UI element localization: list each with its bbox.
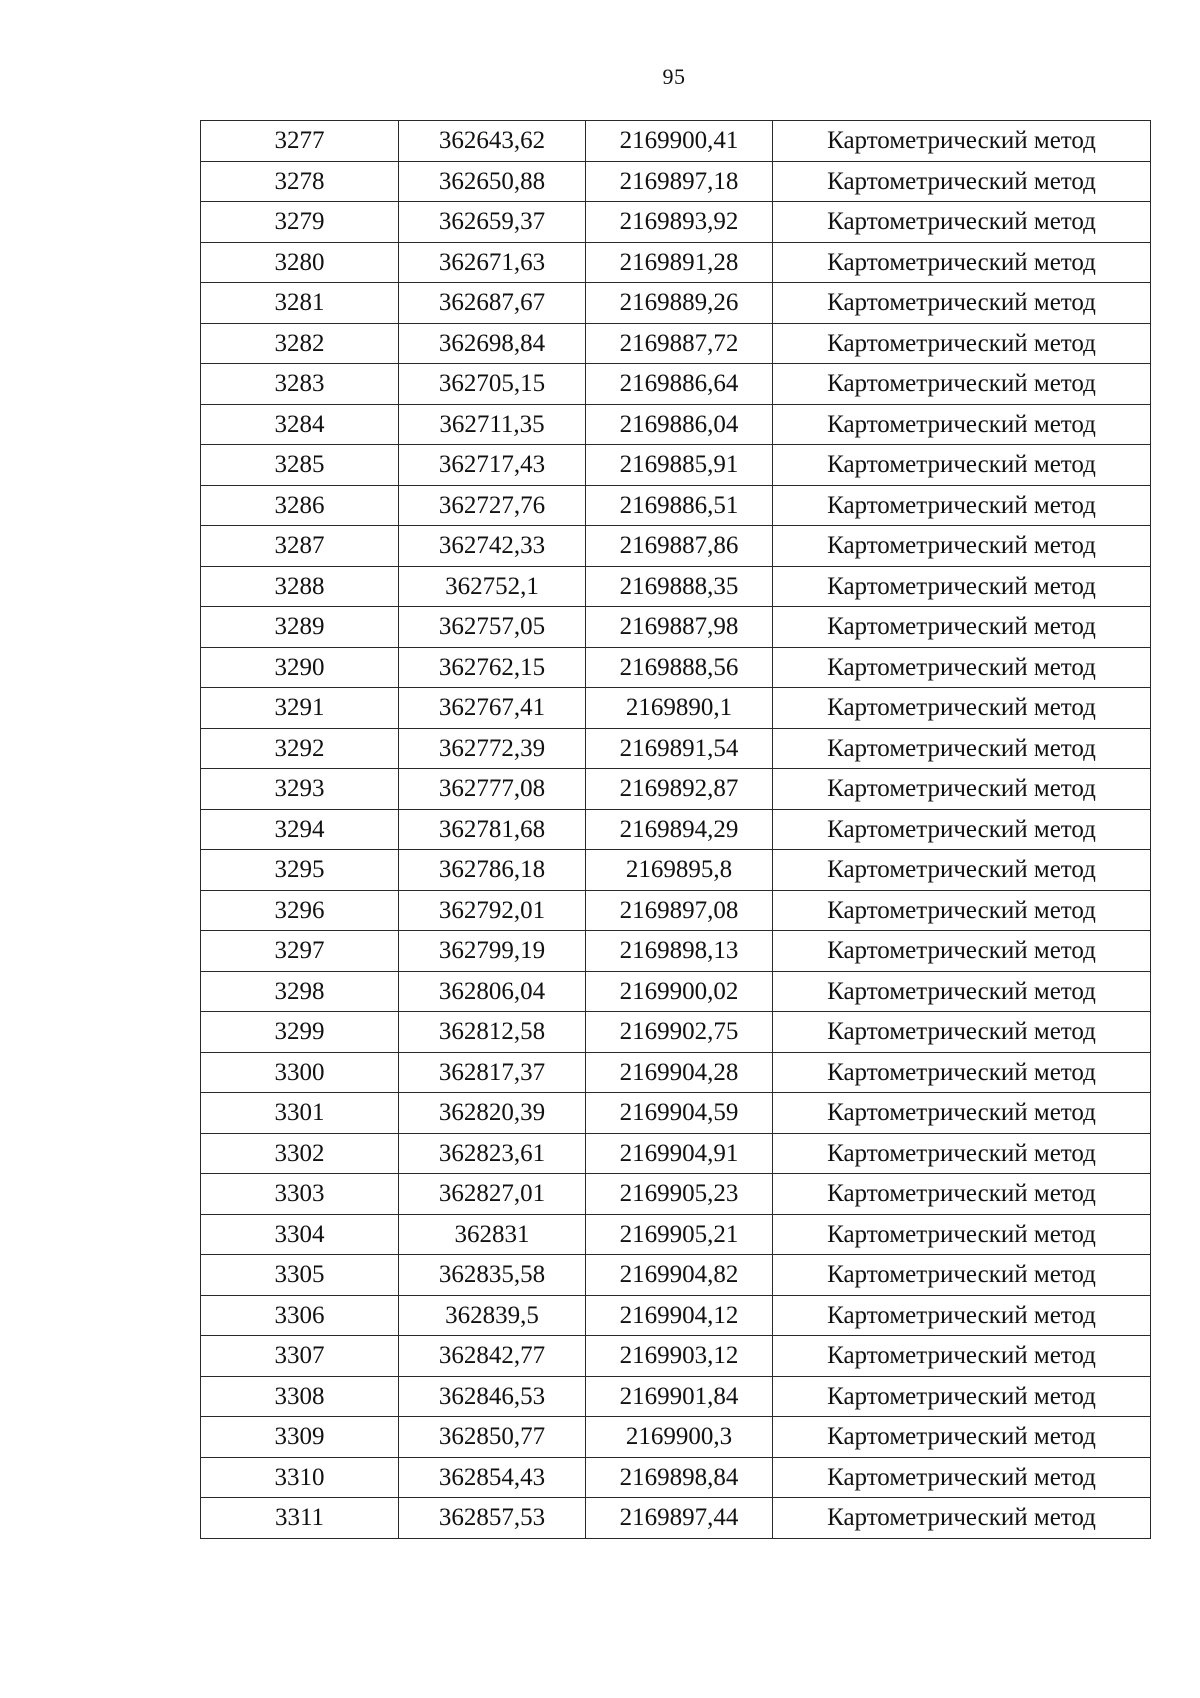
- x-coordinate-cell: 362705,15: [399, 364, 586, 405]
- point-number-cell: 3297: [201, 931, 399, 972]
- x-coordinate-cell: 362854,43: [399, 1457, 586, 1498]
- x-coordinate-cell: 362727,76: [399, 485, 586, 526]
- y-coordinate-cell: 2169905,21: [586, 1214, 773, 1255]
- y-coordinate-cell: 2169885,91: [586, 445, 773, 486]
- y-coordinate-cell: 2169904,28: [586, 1052, 773, 1093]
- table-row: [201, 1255, 1151, 1296]
- method-cell: Картометрический метод: [773, 1376, 1151, 1417]
- method-cell: Картометрический метод: [773, 647, 1151, 688]
- y-coordinate-cell: 2169900,3: [586, 1417, 773, 1458]
- y-coordinate-cell: 2169894,29: [586, 809, 773, 850]
- x-coordinate-cell: 362820,39: [399, 1093, 586, 1134]
- table-row: [201, 1174, 1151, 1215]
- y-coordinate-cell: 2169904,59: [586, 1093, 773, 1134]
- table-row: [201, 728, 1151, 769]
- x-coordinate-cell: 362698,84: [399, 323, 586, 364]
- table-row: [201, 202, 1151, 243]
- method-cell: Картометрический метод: [773, 1052, 1151, 1093]
- y-coordinate-cell: 2169886,04: [586, 404, 773, 445]
- y-coordinate-cell: 2169904,12: [586, 1295, 773, 1336]
- method-cell: Картометрический метод: [773, 404, 1151, 445]
- x-coordinate-cell: 362772,39: [399, 728, 586, 769]
- table-row: [201, 850, 1151, 891]
- point-number-cell: 3287: [201, 526, 399, 567]
- point-number-cell: 3311: [201, 1498, 399, 1539]
- method-cell: Картометрический метод: [773, 688, 1151, 729]
- point-number-cell: 3283: [201, 364, 399, 405]
- x-coordinate-cell: 362757,05: [399, 607, 586, 648]
- table-row: [201, 1214, 1151, 1255]
- y-coordinate-cell: 2169904,91: [586, 1133, 773, 1174]
- table-row: [201, 1498, 1151, 1539]
- x-coordinate-cell: 362817,37: [399, 1052, 586, 1093]
- table-row: [201, 769, 1151, 810]
- x-coordinate-cell: 362786,18: [399, 850, 586, 891]
- method-cell: Картометрический метод: [773, 485, 1151, 526]
- y-coordinate-cell: 2169887,72: [586, 323, 773, 364]
- point-number-cell: 3286: [201, 485, 399, 526]
- x-coordinate-cell: 362742,33: [399, 526, 586, 567]
- method-cell: Картометрический метод: [773, 242, 1151, 283]
- point-number-cell: 3280: [201, 242, 399, 283]
- y-coordinate-cell: 2169905,23: [586, 1174, 773, 1215]
- method-cell: Картометрический метод: [773, 283, 1151, 324]
- y-coordinate-cell: 2169898,13: [586, 931, 773, 972]
- point-number-cell: 3303: [201, 1174, 399, 1215]
- table-row: [201, 931, 1151, 972]
- method-cell: Картометрический метод: [773, 890, 1151, 931]
- y-coordinate-cell: 2169901,84: [586, 1376, 773, 1417]
- table-row: [201, 1012, 1151, 1053]
- method-cell: Картометрический метод: [773, 1093, 1151, 1134]
- x-coordinate-cell: 362831: [399, 1214, 586, 1255]
- y-coordinate-cell: 2169904,82: [586, 1255, 773, 1296]
- point-number-cell: 3306: [201, 1295, 399, 1336]
- table-row: [201, 971, 1151, 1012]
- point-number-cell: 3295: [201, 850, 399, 891]
- y-coordinate-cell: 2169900,41: [586, 121, 773, 162]
- point-number-cell: 3278: [201, 161, 399, 202]
- point-number-cell: 3310: [201, 1457, 399, 1498]
- point-number-cell: 3289: [201, 607, 399, 648]
- x-coordinate-cell: 362839,5: [399, 1295, 586, 1336]
- table-row: [201, 1417, 1151, 1458]
- x-coordinate-cell: 362767,41: [399, 688, 586, 729]
- table-row: [201, 364, 1151, 405]
- table-row: [201, 242, 1151, 283]
- method-cell: Картометрический метод: [773, 1214, 1151, 1255]
- method-cell: Картометрический метод: [773, 971, 1151, 1012]
- coordinates-table: [200, 120, 1151, 1539]
- y-coordinate-cell: 2169886,51: [586, 485, 773, 526]
- point-number-cell: 3298: [201, 971, 399, 1012]
- point-number-cell: 3309: [201, 1417, 399, 1458]
- table-row: [201, 566, 1151, 607]
- method-cell: Картометрический метод: [773, 566, 1151, 607]
- table-row: [201, 323, 1151, 364]
- x-coordinate-cell: 362752,1: [399, 566, 586, 607]
- x-coordinate-cell: 362671,63: [399, 242, 586, 283]
- table-row: [201, 1052, 1151, 1093]
- point-number-cell: 3301: [201, 1093, 399, 1134]
- method-cell: Картометрический метод: [773, 728, 1151, 769]
- method-cell: Картометрический метод: [773, 607, 1151, 648]
- table-row: [201, 404, 1151, 445]
- table-row: [201, 485, 1151, 526]
- point-number-cell: 3305: [201, 1255, 399, 1296]
- y-coordinate-cell: 2169890,1: [586, 688, 773, 729]
- table-row: [201, 1376, 1151, 1417]
- table-row: [201, 121, 1151, 162]
- y-coordinate-cell: 2169887,86: [586, 526, 773, 567]
- point-number-cell: 3300: [201, 1052, 399, 1093]
- method-cell: Картометрический метод: [773, 1012, 1151, 1053]
- y-coordinate-cell: 2169902,75: [586, 1012, 773, 1053]
- y-coordinate-cell: 2169895,8: [586, 850, 773, 891]
- method-cell: Картометрический метод: [773, 809, 1151, 850]
- method-cell: Картометрический метод: [773, 1457, 1151, 1498]
- table-row: [201, 526, 1151, 567]
- x-coordinate-cell: 362762,15: [399, 647, 586, 688]
- point-number-cell: 3282: [201, 323, 399, 364]
- method-cell: Картометрический метод: [773, 931, 1151, 972]
- point-number-cell: 3304: [201, 1214, 399, 1255]
- point-number-cell: 3277: [201, 121, 399, 162]
- x-coordinate-cell: 362659,37: [399, 202, 586, 243]
- table-row: [201, 809, 1151, 850]
- page-number: 95: [662, 64, 686, 89]
- x-coordinate-cell: 362812,58: [399, 1012, 586, 1053]
- x-coordinate-cell: 362857,53: [399, 1498, 586, 1539]
- method-cell: Картометрический метод: [773, 1255, 1151, 1296]
- point-number-cell: 3293: [201, 769, 399, 810]
- x-coordinate-cell: 362687,67: [399, 283, 586, 324]
- method-cell: Картометрический метод: [773, 445, 1151, 486]
- method-cell: Картометрический метод: [773, 323, 1151, 364]
- point-number-cell: 3302: [201, 1133, 399, 1174]
- x-coordinate-cell: 362781,68: [399, 809, 586, 850]
- table-row: [201, 1457, 1151, 1498]
- x-coordinate-cell: 362827,01: [399, 1174, 586, 1215]
- y-coordinate-cell: 2169897,08: [586, 890, 773, 931]
- y-coordinate-cell: 2169891,28: [586, 242, 773, 283]
- table-row: [201, 161, 1151, 202]
- y-coordinate-cell: 2169886,64: [586, 364, 773, 405]
- method-cell: Картометрический метод: [773, 769, 1151, 810]
- method-cell: Картометрический метод: [773, 1295, 1151, 1336]
- method-cell: Картометрический метод: [773, 1336, 1151, 1377]
- point-number-cell: 3294: [201, 809, 399, 850]
- x-coordinate-cell: 362850,77: [399, 1417, 586, 1458]
- point-number-cell: 3285: [201, 445, 399, 486]
- point-number-cell: 3308: [201, 1376, 399, 1417]
- y-coordinate-cell: 2169897,44: [586, 1498, 773, 1539]
- method-cell: Картометрический метод: [773, 850, 1151, 891]
- table-row: [201, 445, 1151, 486]
- table-row: [201, 1133, 1151, 1174]
- table-row: [201, 647, 1151, 688]
- y-coordinate-cell: 2169898,84: [586, 1457, 773, 1498]
- method-cell: Картометрический метод: [773, 202, 1151, 243]
- x-coordinate-cell: 362650,88: [399, 161, 586, 202]
- method-cell: Картометрический метод: [773, 1417, 1151, 1458]
- table-row: [201, 1093, 1151, 1134]
- point-number-cell: 3279: [201, 202, 399, 243]
- method-cell: Картометрический метод: [773, 121, 1151, 162]
- table-row: [201, 890, 1151, 931]
- y-coordinate-cell: 2169887,98: [586, 607, 773, 648]
- method-cell: Картометрический метод: [773, 364, 1151, 405]
- y-coordinate-cell: 2169893,92: [586, 202, 773, 243]
- x-coordinate-cell: 362792,01: [399, 890, 586, 931]
- point-number-cell: 3291: [201, 688, 399, 729]
- method-cell: Картометрический метод: [773, 161, 1151, 202]
- x-coordinate-cell: 362835,58: [399, 1255, 586, 1296]
- method-cell: Картометрический метод: [773, 526, 1151, 567]
- x-coordinate-cell: 362846,53: [399, 1376, 586, 1417]
- point-number-cell: 3296: [201, 890, 399, 931]
- x-coordinate-cell: 362799,19: [399, 931, 586, 972]
- point-number-cell: 3299: [201, 1012, 399, 1053]
- x-coordinate-cell: 362842,77: [399, 1336, 586, 1377]
- point-number-cell: 3292: [201, 728, 399, 769]
- method-cell: Картометрический метод: [773, 1174, 1151, 1215]
- point-number-cell: 3307: [201, 1336, 399, 1377]
- y-coordinate-cell: 2169888,35: [586, 566, 773, 607]
- coordinates-table-body: [201, 121, 1151, 1539]
- method-cell: Картометрический метод: [773, 1133, 1151, 1174]
- y-coordinate-cell: 2169892,87: [586, 769, 773, 810]
- y-coordinate-cell: 2169897,18: [586, 161, 773, 202]
- table-row: [201, 607, 1151, 648]
- table-row: [201, 688, 1151, 729]
- point-number-cell: 3281: [201, 283, 399, 324]
- point-number-cell: 3288: [201, 566, 399, 607]
- table-row: [201, 1295, 1151, 1336]
- method-cell: Картометрический метод: [773, 1498, 1151, 1539]
- x-coordinate-cell: 362777,08: [399, 769, 586, 810]
- table-row: [201, 1336, 1151, 1377]
- y-coordinate-cell: 2169891,54: [586, 728, 773, 769]
- x-coordinate-cell: 362717,43: [399, 445, 586, 486]
- x-coordinate-cell: 362806,04: [399, 971, 586, 1012]
- point-number-cell: 3290: [201, 647, 399, 688]
- x-coordinate-cell: 362711,35: [399, 404, 586, 445]
- x-coordinate-cell: 362643,62: [399, 121, 586, 162]
- y-coordinate-cell: 2169888,56: [586, 647, 773, 688]
- y-coordinate-cell: 2169900,02: [586, 971, 773, 1012]
- y-coordinate-cell: 2169903,12: [586, 1336, 773, 1377]
- point-number-cell: 3284: [201, 404, 399, 445]
- table-row: [201, 283, 1151, 324]
- y-coordinate-cell: 2169889,26: [586, 283, 773, 324]
- x-coordinate-cell: 362823,61: [399, 1133, 586, 1174]
